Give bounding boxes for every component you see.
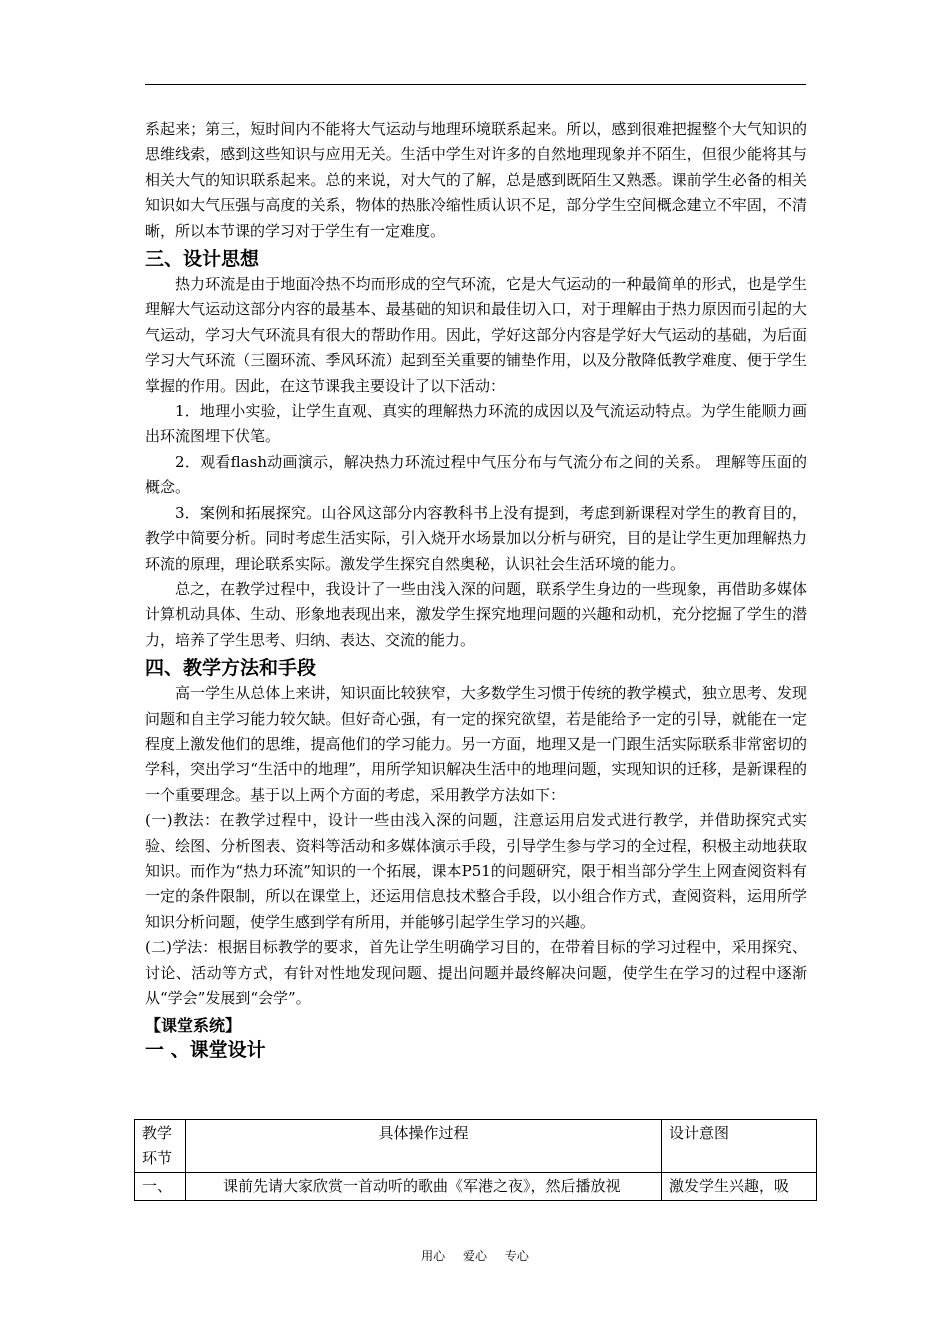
table-header-row [135, 1120, 817, 1173]
learning-method: (二)学法：根据目标教学的要求，首先让学生明确学习目的，在带着目标的学习过程中，采用探究、讨论、活动等方式，有针对性地发现问题、提出问题并最终解决问题，使学生在学习的过程中逐渐从“学会”发展到“会学”。 [145, 938, 807, 1007]
table-cell-stage: 一、 [135, 1173, 186, 1201]
table-header-process: 具体操作过程 [186, 1120, 662, 1173]
table-header-intent: 设计意图 [662, 1120, 817, 1173]
page-footer [0, 1247, 950, 1264]
lesson-design-heading: 一 、课堂设计 [145, 1039, 266, 1062]
lesson-design-table [134, 1119, 817, 1201]
section-heading-design: 三、设计思想 [145, 248, 260, 271]
footer-text-3: 专心 [504, 1249, 529, 1263]
design-intro: 热力环流是由于地面冷热不均而形成的空气环流，它是大气运动的一种最简单的形式，也是学生理解大气运动这部分内容的最基本、最基础的知识和最佳切入口，对于理解由于热力原因而引起的大气运动，学习大气环流具有很大的帮助作用。因此，学好这部分内容是学好大气运动的基础，为后面学习大气环流（三圈环流、季风环流）起到至关重要的铺垫作用，以及分散降低教学难度、便于学生掌握的作用。因此，在这节课我主要设计了以下活动： [145, 275, 807, 395]
design-item-2: 2．观看flash动画演示，解决热力环流过程中气压分布与气流分布之间的关系。 理解等压面的概念。 [145, 452, 807, 497]
design-item-3: 3．案例和拓展探究。山谷风这部分内容教科书上没有提到，考虑到新课程对学生的教育目的，教学中简要分析。同时考虑生活实际，引入烧开水场景加以分析与研究，目的是让学生更加理解热力环流的原理，理论联系实际。激发学生探究自然奥秘，认识社会生活环境的能力。 [145, 503, 807, 573]
footer-text-2: 爱心 [462, 1249, 487, 1263]
table-cell-intent: 激发学生兴趣，吸 [662, 1173, 817, 1201]
methods-intro: 高一学生从总体上来讲，知识面比较狭窄，大多数学生习惯于传统的教学模式，独立思考、发现问题和自主学习能力较欠缺。但好奇心强，有一定的探究欲望，若是能给予一定的引导，就能在一定程度上激发他们的思维，提高他们的学习能力。另一方面，地理又是一门跟生活实际联系非常密切的学科，突出学习“生活中的地理”，用所学知识解决生活中的地理问题，实现知识的迁移，是新课程的一个重要理念。基于以上两个方面的考虑，采用教学方法如下： [145, 684, 807, 804]
classroom-system-heading: 【课堂系统】 [145, 1016, 242, 1036]
paragraph-continuation: 系起来；第三，短时间内不能将大气运动与地理环境联系起来。所以，感到很难把握整个大气知识的思维线索，感到这些知识与应用无关。生活中学生对许多的自然地理现象并不陌生，但很少能将其与相关大气的知识联系起来。总的来说，对大气的了解，总是感到既陌生又熟悉。课前学生必备的相关知识如大气压强与高度的关系，物体的热胀冷缩性质认识不足，部分学生空间概念建立不牢固，不清晰，所以本节课的学习对于学生有一定难度。 [145, 120, 807, 240]
document-body [145, 117, 807, 1062]
teaching-method: (一)教法：在教学过程中，设计一些由浅入深的问题，注意运用启发式进行教学，并借助探究式实验、绘图、分析图表、资料等活动和多媒体演示手段，引导学生参与学习的全过程，积极主动地获取知识。而作为“热力环流”知识的一个拓展，课本P51的问题研究，限于相当部分学生上网查阅资料有一定的条件限制，所以在课堂上，还运用信息技术整合手段，以小组合作方式，查阅资料，运用所学知识分析问题，使学生感到学有所用，并能够引起学生学习的兴趣。 [145, 811, 807, 931]
section-heading-methods: 四、教学方法和手段 [145, 657, 317, 680]
design-item-1: 1．地理小实验，让学生直观、真实的理解热力环流的成因以及气流运动特点。为学生能顺力画出环流图埋下伏笔。 [145, 402, 807, 446]
table-header-stage: 教学环节 [135, 1120, 186, 1173]
footer-text-1: 用心 [421, 1249, 446, 1263]
table-cell-process: 课前先请大家欣赏一首动听的歌曲《军港之夜》，然后播放视 [186, 1173, 662, 1201]
table-row [135, 1173, 817, 1201]
header-rule [145, 84, 806, 85]
design-summary: 总之，在教学过程中，我设计了一些由浅入深的问题，联系学生身边的一些现象，再借助多媒体计算机动具体、生动、形象地表现出来，激发学生探究地理问题的兴趣和动机，充分挖掘了学生的潜力，培养了学生思考、归纳、表达、交流的能力。 [145, 579, 807, 649]
